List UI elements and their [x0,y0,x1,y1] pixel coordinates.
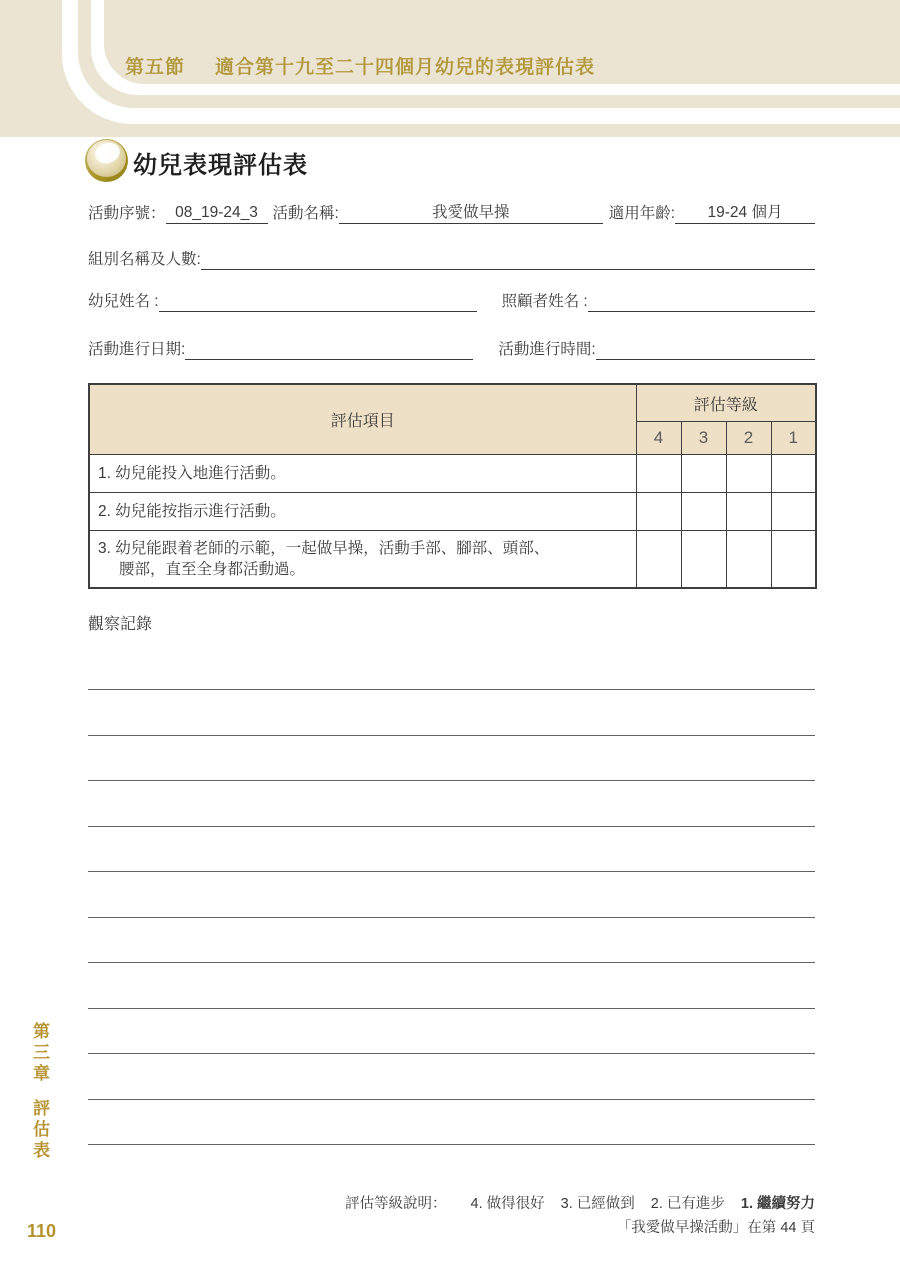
ruled-line [88,1053,815,1054]
rating-cell [681,455,726,493]
activity-name-label: 活動名稱: [272,205,339,222]
header-inner-panel [104,0,900,84]
group-field [201,268,815,270]
age-field: 19-24 個月 [675,200,815,224]
observation-label: 觀察記錄 [88,616,153,633]
child-name-field [159,310,477,312]
ruled-line [88,1144,815,1145]
ruled-line [88,962,815,963]
ruled-line [88,826,815,827]
activity-name-field: 我愛做早操 [339,200,603,224]
page-title: 幼兒表現評估表 [133,152,308,179]
child-name-label: 幼兒姓名 : [88,293,159,310]
ruled-line [88,1008,815,1009]
ruled-line [88,735,815,736]
rating-cell [771,531,816,589]
table-row [89,455,816,493]
ruled-line [88,780,815,781]
legend-item: 1. 繼續努力 [740,1196,815,1212]
rating-level-1: 1 [771,422,816,455]
section-title: 適合第十九至二十四個月幼兒的表現評估表 [215,57,596,78]
age-label: 適用年齡: [608,205,675,222]
legend-item: 2. 已有進步 [650,1196,725,1212]
rating-level-2: 2 [726,422,771,455]
rating-cell [636,455,681,493]
rating-cell [636,531,681,589]
date-field [185,358,473,360]
item-text [89,531,636,589]
table-row [89,531,816,589]
legend-item: 4. 做得很好 [470,1196,545,1212]
item-text-line2: 腰部，直至全身都活動過。 [119,561,306,578]
chapter-section-label: 評估表 [30,1099,49,1162]
pearl-icon [85,139,128,182]
rating-level-3: 3 [681,422,726,455]
time-field [596,358,815,360]
rating-cell [681,493,726,531]
rating-cell [636,493,681,531]
group-label: 組別名稱及人數: [88,251,201,268]
rating-cell [681,531,726,589]
form-row-activity [88,198,815,224]
page-number: 110 [27,1221,57,1241]
chapter-label: 第三章 [30,1022,49,1085]
column-header-items: 評估項目 [89,384,636,455]
table-row [89,493,816,531]
header-band [0,0,900,137]
chapter-side-tab [27,1022,52,1162]
section-heading [125,52,595,79]
rating-legend [345,1192,815,1213]
item-text: 2. 幼兒能按指示進行活動。 [89,493,636,531]
time-label: 活動進行時間: [498,341,596,358]
item-text: 1. 幼兒能投入地進行活動。 [89,455,636,493]
form-row-names [88,286,815,312]
legend-item: 3. 已經做到 [560,1196,635,1212]
activity-no-label: 活動序號： [88,205,166,222]
caregiver-label: 照顧者姓名 : [501,293,588,310]
form-row-group [88,244,815,270]
activity-no-field: 08_19-24_3 [166,204,268,224]
ruled-line [88,871,815,872]
activity-reference: 「我愛做早操活動」在第 44 頁 [616,1220,815,1236]
rating-cell [771,493,816,531]
caregiver-field [588,310,815,312]
date-label: 活動進行日期: [88,341,186,358]
form-row-datetime [88,334,815,360]
rating-cell [726,531,771,589]
item-text-line1: 3. 幼兒能跟着老師的示範，一起做早操，活動手部、腳部、頭部、 [98,540,550,557]
ruled-line [88,1099,815,1100]
rating-cell [771,455,816,493]
rating-cell [726,455,771,493]
assessment-table [88,383,817,589]
rating-cell [726,493,771,531]
ruled-line [88,689,815,690]
section-label: 第五節 [125,57,186,78]
ruled-line [88,917,815,918]
legend-label: 評估等級說明： [345,1196,447,1212]
column-header-rating: 評估等級 [636,384,816,422]
rating-level-4: 4 [636,422,681,455]
